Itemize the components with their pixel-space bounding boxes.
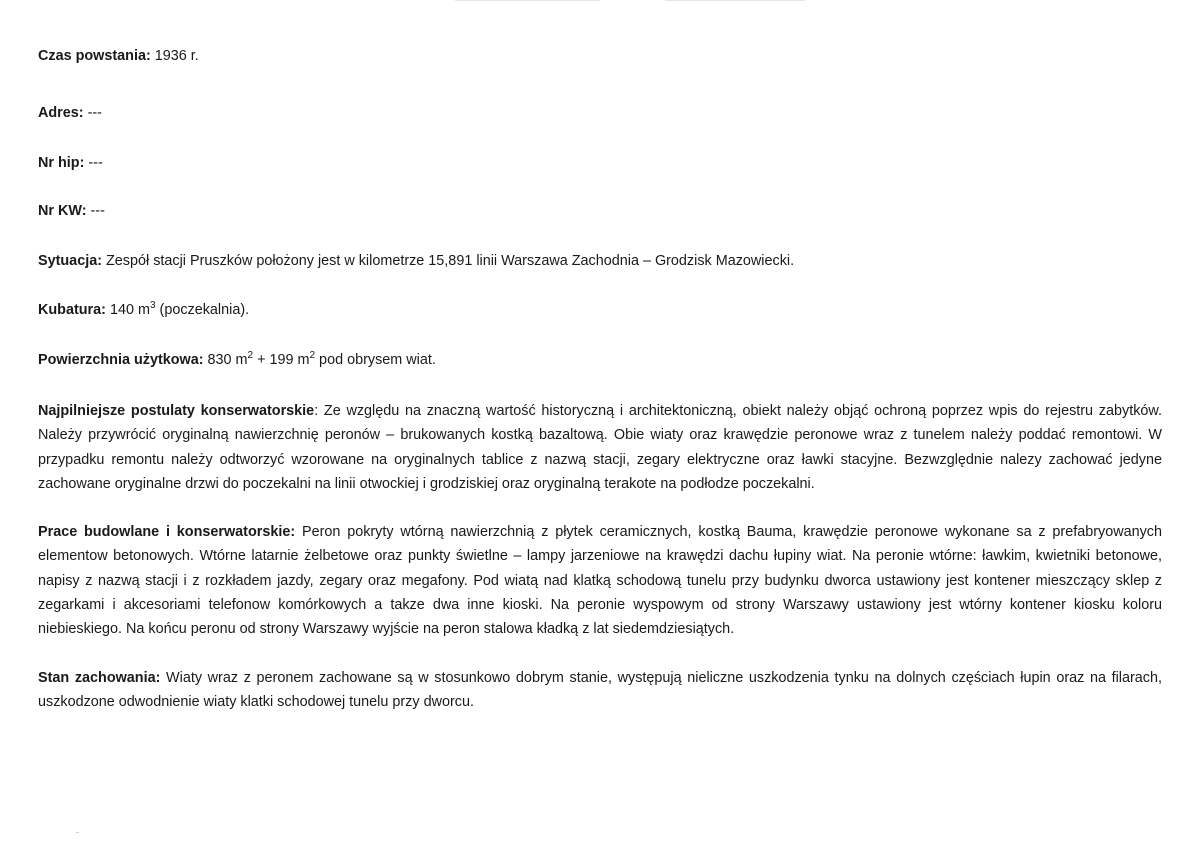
field-sytuacja — [38, 249, 1162, 273]
scan-speck — [76, 832, 79, 833]
field-label: Stan zachowania: — [38, 669, 161, 686]
field-value: 1936 r. — [150, 48, 199, 64]
field-value: 140 m — [105, 302, 150, 318]
field-kubatura — [38, 298, 1162, 322]
field-label: Nr KW: — [38, 203, 87, 219]
field-value: --- — [84, 155, 103, 171]
document-page — [38, 44, 1162, 714]
field-value: --- — [86, 203, 105, 219]
field-label: Najpilniejsze postulaty konserwatorskie — [38, 403, 315, 419]
field-value: Peron pokryty wtórną nawierzchnią z płytek ceramicznych, kostką Bauma, krawędzie peronowe wykonane sa z prefabryowanych elementow betonowych. Wtórne latarnie żelbetowe oraz punkty świetlne – lampy jarzeniowe na krawędzi dachu łupiny wiat. Na peronie wtórne: ławkim, kwietniki betonowe, napisy z nazwą stacji i z rozkładem jazdy, zegary oraz megafony. Pod wiatą nad klatką schodową tunelu przy budynku dworca ustawiony jest kontener mieszczący sklep z zegarkami i akcesoriami telefonow komórkowych a takze dwa inne kioski. Na peronie wyspowym od strony Warszawy ustawiony jest wtórny kontener kiosku koloru niebieskiego. Na końcu peronu od strony Warszawy wyjście na peron stalowa kładką z lat siedemdziesiątych. — [38, 524, 1162, 638]
field-label: Sytuacja: — [38, 253, 102, 269]
field-powierzchnia-uzytkowa — [38, 348, 1162, 372]
field-value: (poczekalnia). — [155, 302, 250, 318]
field-value: --- — [83, 105, 102, 121]
field-value: + 199 m — [253, 352, 310, 368]
field-stan-zachowania — [38, 666, 1162, 715]
superscript: 2 — [309, 350, 316, 361]
field-label: Powierzchnia użytkowa: — [38, 352, 204, 368]
field-value: 830 m — [203, 352, 248, 368]
field-value: Zespół stacji Pruszków położony jest w kilometrze 15,891 linii Warszawa Zachodnia – Grodzisk Mazowiecki. — [102, 253, 795, 269]
field-value: Wiaty wraz z peronem zachowane są w stosunkowo dobrym stanie, występują nieliczne uszkodzenia tynku na dolnych częściach łupin oraz na filarach, uszkodzone odwodnienie wiaty klatki schodowej tunelu przy dworcu. — [38, 669, 1163, 710]
scan-edge-mark — [455, 0, 600, 1]
field-najpilniejsze-postulaty — [38, 399, 1162, 496]
superscript: 2 — [247, 350, 254, 361]
scan-edge-mark — [665, 0, 805, 1]
superscript: 3 — [149, 300, 156, 311]
field-prace-budowlane — [38, 520, 1162, 641]
field-label: Prace budowlane i konserwatorskie: — [38, 524, 296, 541]
field-value: pod obrysem wiat. — [315, 352, 436, 368]
field-label: Kubatura: — [38, 302, 106, 318]
field-label: Adres: — [38, 105, 84, 121]
field-adres — [38, 101, 1162, 125]
field-czas-powstania — [38, 44, 1162, 68]
field-label: Nr hip: — [38, 155, 85, 171]
field-value: : Ze względu na znaczną wartość historyczną i architektoniczną, obiekt należy objąć ochroną poprzez wpis do rejestru zabytków. Należy przywrócić oryginalną nawierzchnię peronów – brukowanych kostką bazaltową. Obie wiaty oraz krawędzie peronowe wraz z tunelem należy poddać remontowi. W przypadku remontu należy odtworzyć wzorowane na oryginalnych tablice z nazwą stacji, zegary elektryczne oraz ławki stacyjne. Bezwzględnie nalezy zachować jedyne zachowane oryginalne drzwi do poczekalni na linii otwockiej i grodziskiej oraz oryginalną terakote na podłodze poczekalni. — [38, 403, 1162, 492]
field-nr-hip — [38, 151, 1162, 175]
field-label: Czas powstania: — [38, 48, 151, 64]
field-nr-kw — [38, 199, 1162, 223]
